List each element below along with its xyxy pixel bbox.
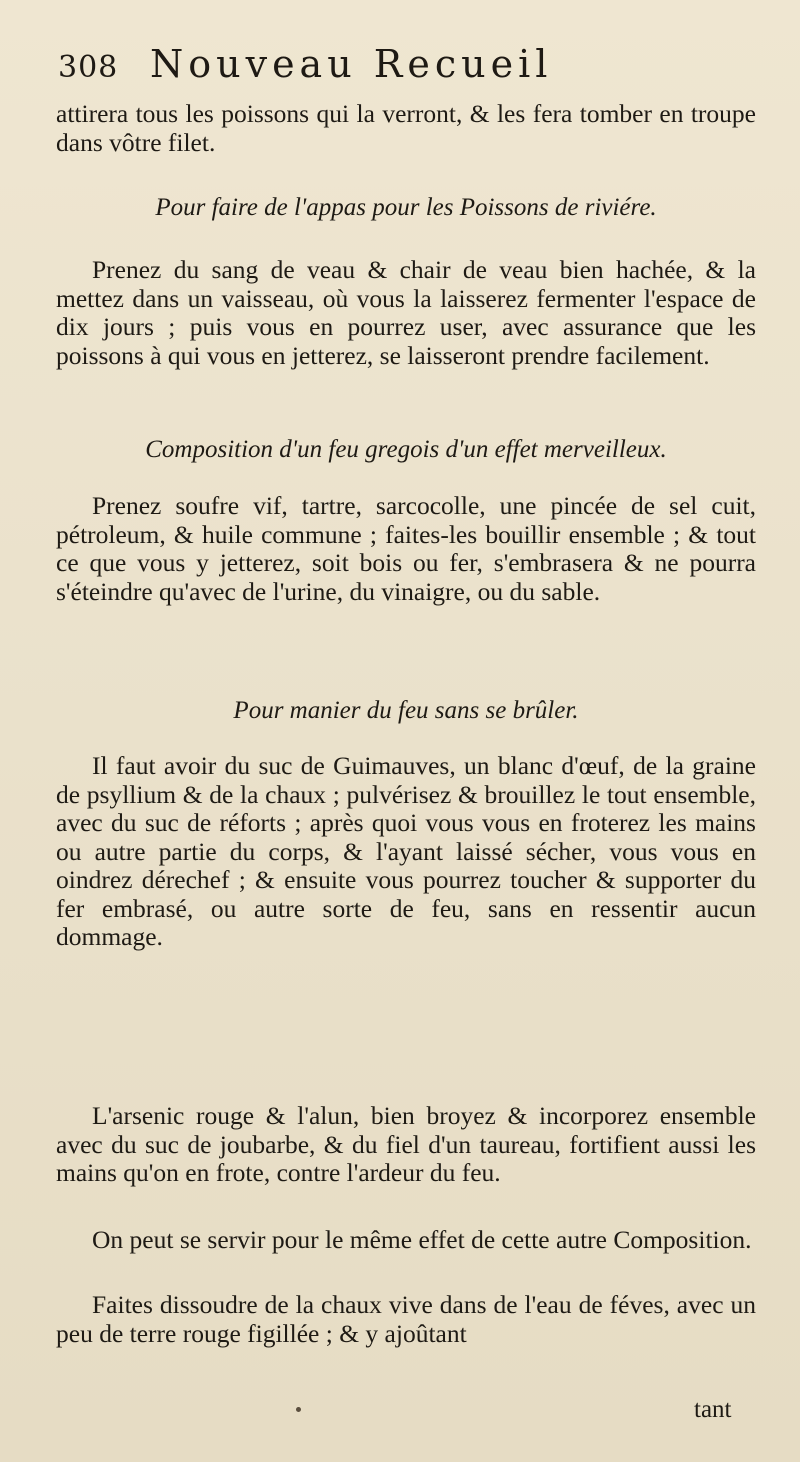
page-header xyxy=(58,40,748,94)
page-number: 308 xyxy=(58,50,119,85)
section-heading-greek-fire: Composition d'un feu gregois d'un effet merveilleux. xyxy=(145,436,667,463)
section-heading-handle-fire: Pour manier du feu sans se brûler. xyxy=(233,697,579,724)
ink-dot xyxy=(296,1407,301,1412)
running-title: Nouveau Recueil xyxy=(150,42,553,86)
paragraph-continuation: attirera tous les poissons qui la verront, & les fera tomber en troupe dans vôtre filet. xyxy=(56,99,756,157)
catchword: tant xyxy=(694,1396,732,1423)
paragraph-handle-fire-recipe: Il faut avoir du suc de Guimauves, un blanc d'œuf, de la graine de psyllium & de la chaux ; pulvérisez & brouillez le tout ensemble, avec du suc de réforts ; après quoi vous vous en froterez les mains ou autre partie du corps, & l'ayant laissé sécher, vous vous en oindrez dérechef ; & ensuite vous pourrez toucher & supporter du fer embrasé, ou autre sorte de feu, sans en ressentir aucun dommage. xyxy=(56,751,756,951)
paragraph-lime-recipe: Faites dissoudre de la chaux vive dans de l'eau de féves, avec un peu de terre rouge figillée ; & y ajoûtant xyxy=(56,1290,756,1348)
paragraph-arsenic-recipe: L'arsenic rouge & l'alun, bien broyez & incorporez ensemble avec du suc de joubarbe, & du fiel d'un taureau, fortifient aussi les mains qu'on en frote, contre l'ardeur du feu. xyxy=(56,1101,756,1187)
paragraph-bait-recipe: Prenez du sang de veau & chair de veau bien hachée, & la mettez dans un vaisseau, où vous la laisserez fermenter l'espace de dix jours ; puis vous en pourrez user, avec assurance que les poissons à qui vous en jetterez, se laisseront prendre facilement. xyxy=(56,255,756,370)
paragraph-other-composition: On peut se servir pour le même effet de cette autre Composition. xyxy=(92,1225,752,1254)
section-heading-bait: Pour faire de l'appas pour les Poissons de riviére. xyxy=(155,194,657,221)
paragraph-greek-fire-recipe: Prenez soufre vif, tartre, sarcocolle, une pincée de sel cuit, pétroleum, & huile commune ; faites-les bouillir ensemble ; & tout ce que vous y jetterez, soit bois ou fer, s'embrasera & ne pourra s'éteindre qu'avec de l'urine, du vinaigre, ou du sable. xyxy=(56,491,756,606)
